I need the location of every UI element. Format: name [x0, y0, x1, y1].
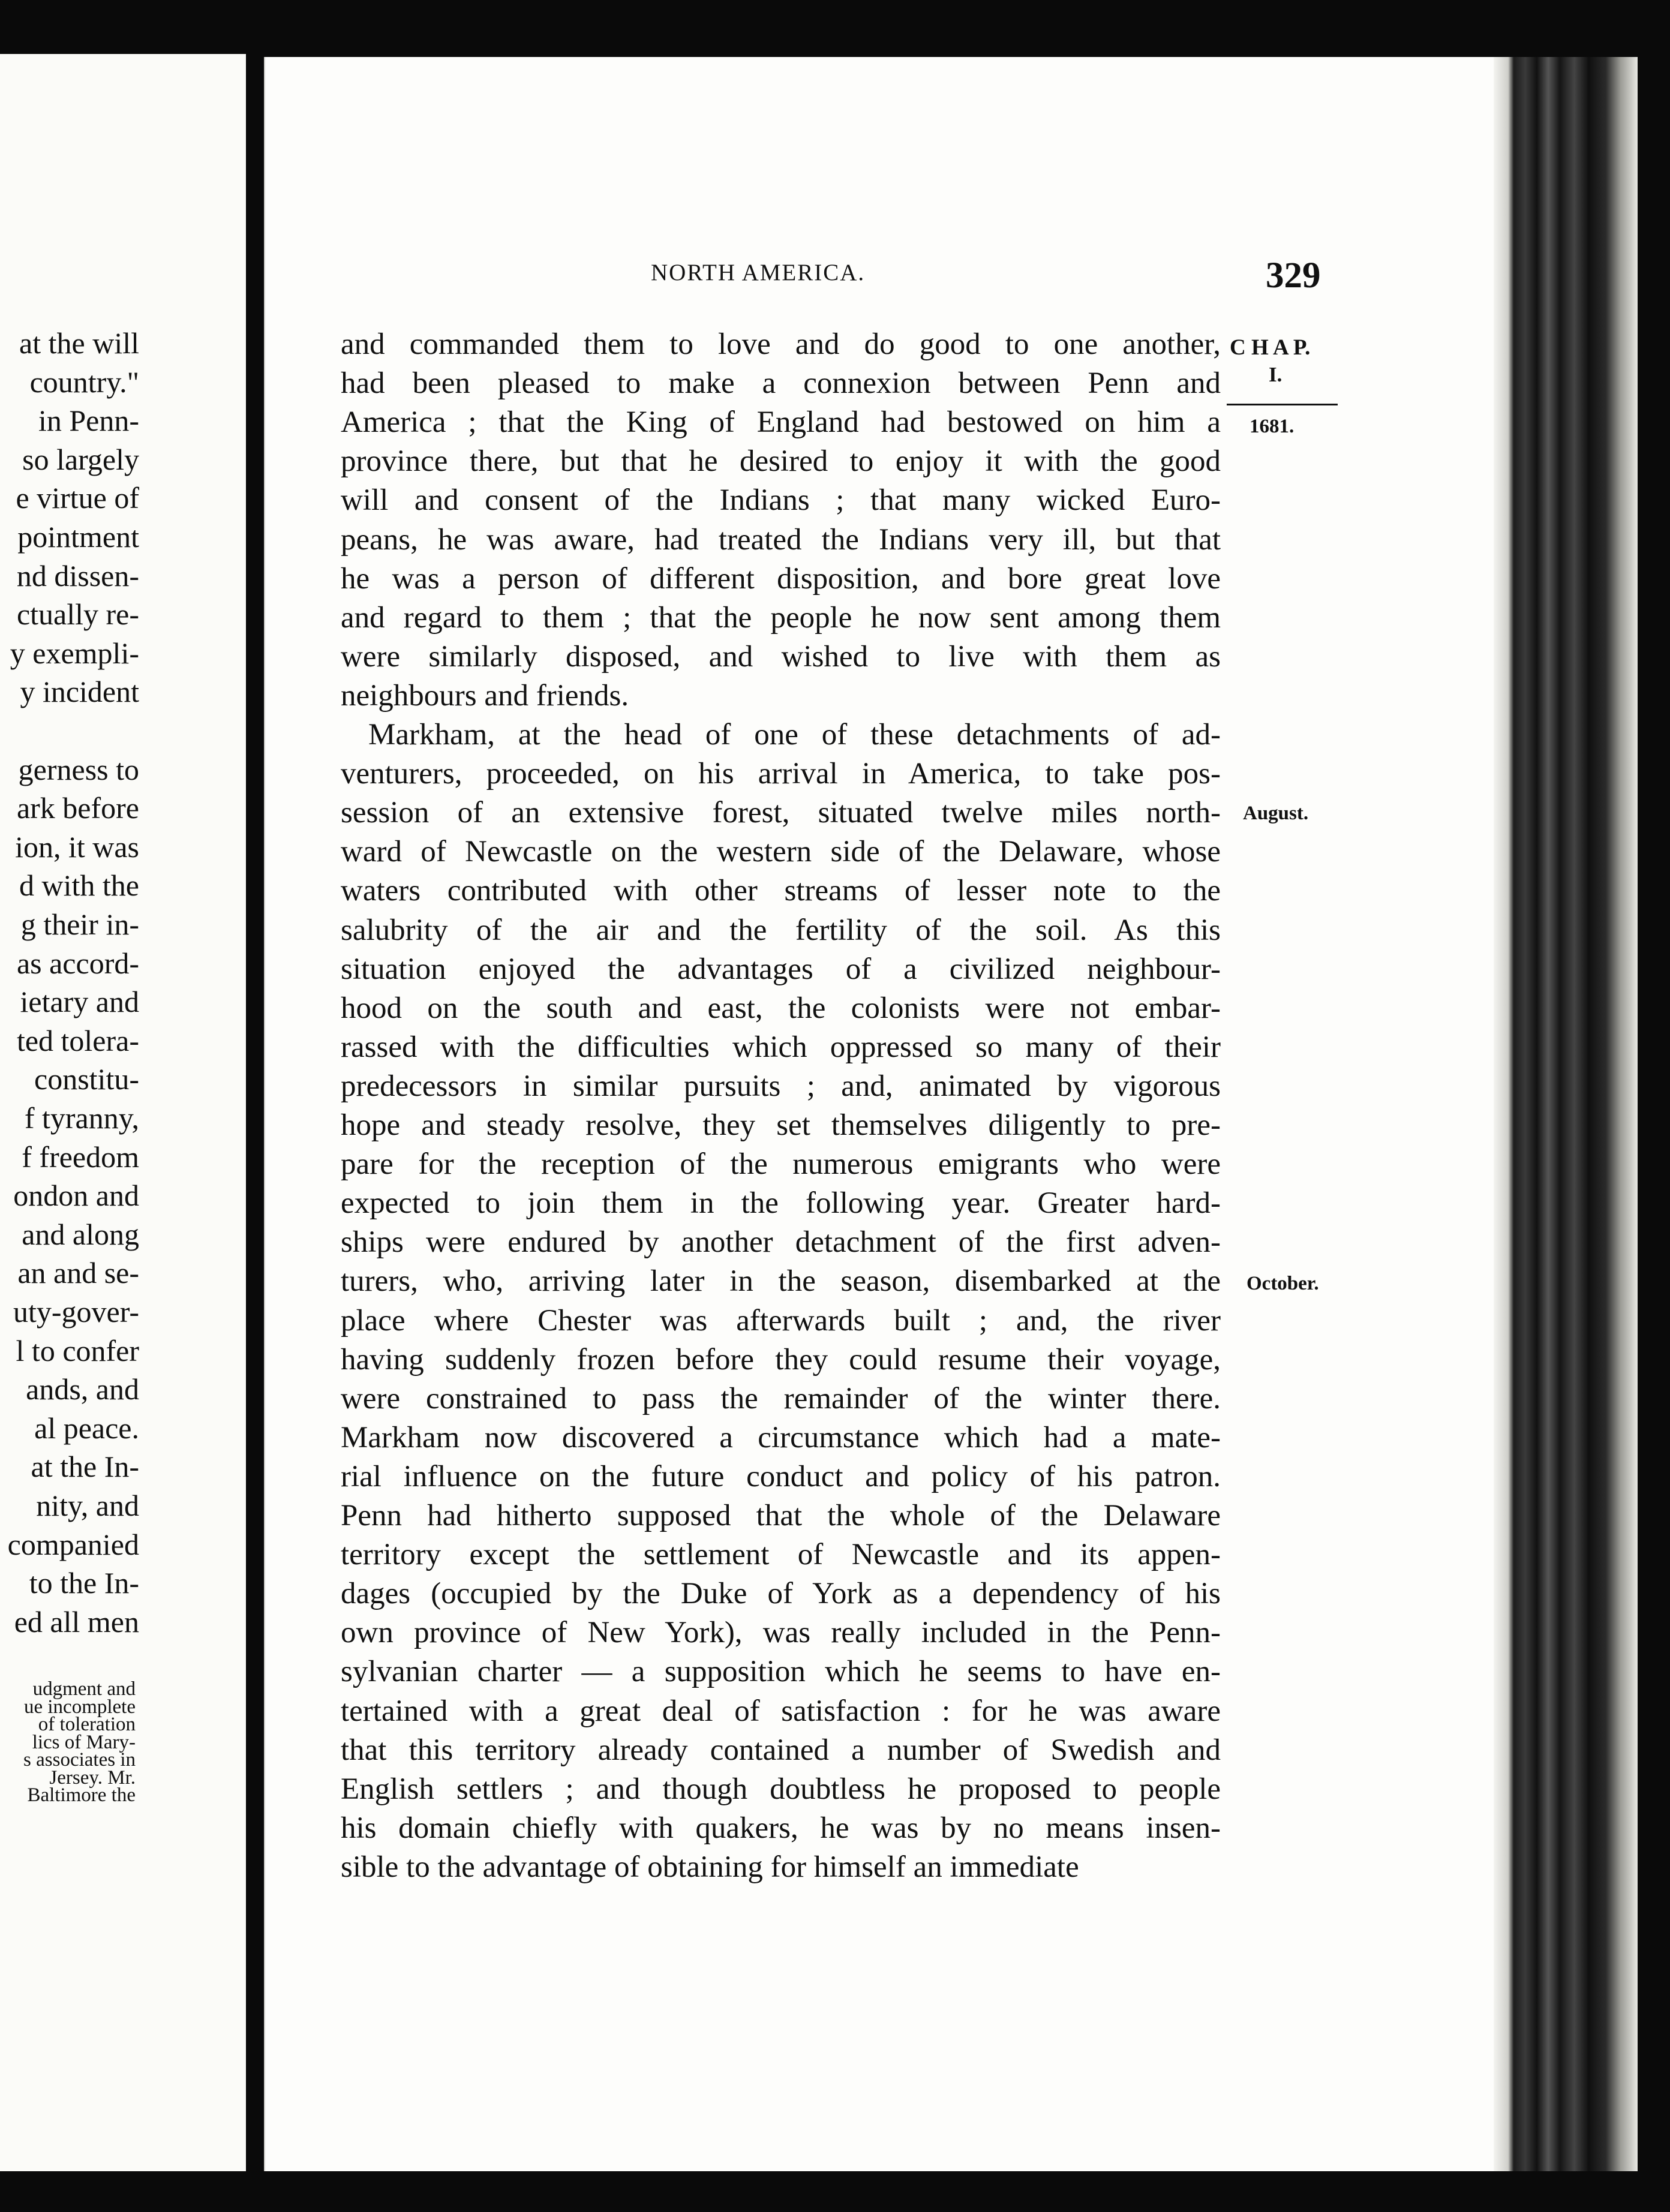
body-line: situation enjoyed the advantages of a civilized neighbour- [341, 952, 1221, 986]
left-footnote-line: s associates in [23, 1749, 136, 1771]
body-line: ships were endured by another detachment of the first adven- [341, 1225, 1221, 1260]
left-page-line: at the In- [31, 1450, 139, 1484]
body-line: neighbours and friends. [341, 678, 629, 713]
page-number: 329 [1266, 256, 1321, 296]
body-line: hope and steady resolve, they set themselves diligently to pre- [341, 1108, 1221, 1142]
body-line: own province of New York), was really included in the Penn- [341, 1616, 1221, 1650]
body-line: will and consent of the Indians ; that many wicked Euro- [341, 483, 1221, 518]
body-line: he was a person of different disposition, and bore great love [341, 561, 1221, 596]
left-page-line: as accord- [16, 946, 139, 980]
margin-year: 1681. [1250, 416, 1294, 437]
left-page-line: ion, it was [15, 830, 139, 864]
left-page-line: f freedom [22, 1140, 139, 1174]
left-page-line: so largely [22, 442, 139, 476]
body-line: hood on the south and east, the colonists were not embar- [341, 991, 1221, 1025]
left-page-line: an and se- [17, 1256, 139, 1290]
body-line: having suddenly frozen before they could resume their voyage, [341, 1342, 1221, 1377]
body-line: were constrained to pass the remainder of the winter there. [341, 1381, 1221, 1415]
margin-chap-number: I. [1269, 363, 1282, 386]
left-page-line: l to confer [16, 1333, 139, 1368]
page-edge [1494, 57, 1638, 2171]
body-line: province there, but that he desired to enjoy it with the good [341, 444, 1221, 479]
body-line: his domain chiefly with quakers, he was by no means insen- [341, 1811, 1221, 1845]
body-line: tertained with a great deal of satisfaction : for he was aware [341, 1694, 1221, 1728]
left-page-line: ietary and [20, 985, 139, 1019]
left-page-line: ark before [16, 791, 139, 825]
body-line: Markham, at the head of one of these detachments of ad- [368, 718, 1221, 752]
body-line: English settlers ; and though doubtless he proposed to people [341, 1772, 1221, 1806]
chap-rule [1227, 404, 1338, 405]
left-page-line: and along [22, 1217, 139, 1251]
left-footnote-line: ue incomplete [23, 1696, 136, 1718]
body-line: had been pleased to make a connexion between Penn and [341, 366, 1221, 401]
left-page-line: ed all men [14, 1604, 139, 1639]
body-line: territory except the settlement of Newcastle and its appen- [341, 1538, 1221, 1572]
body-line: America ; that the King of England had bestowed on him a [341, 405, 1221, 440]
left-page-line: uty-gover- [13, 1295, 139, 1329]
left-page-line: d with the [19, 868, 139, 903]
margin-chap-label: C H A P. [1230, 335, 1311, 360]
body-line: place where Chester was afterwards built ; and, the river [341, 1303, 1221, 1338]
body-line: rial influence on the future conduct and policy of his patron. [341, 1459, 1221, 1493]
body-line: pare for the reception of the numerous emigrants who were [341, 1147, 1221, 1182]
body-line: predecessors in similar pursuits ; and, animated by vigorous [341, 1069, 1221, 1103]
left-footnote-line: Baltimore the [27, 1784, 136, 1806]
left-page-line: nity, and [36, 1489, 139, 1522]
left-page-line: al peace. [34, 1411, 139, 1445]
margin-note-august: August. [1243, 803, 1309, 824]
left-page-line: pointment [17, 520, 139, 554]
body-line: peans, he was aware, had treated the Indians very ill, but that [341, 522, 1221, 557]
left-page-line: nd dissen- [16, 558, 139, 593]
margin-note-october: October. [1247, 1273, 1319, 1294]
left-page-line: country." [29, 365, 139, 399]
body-line: were similarly disposed, and wished to live with them as [341, 639, 1221, 674]
left-page-line: ted tolera- [16, 1023, 139, 1057]
body-line: sylvanian charter — a supposition which he seems to have en- [341, 1655, 1221, 1689]
body-line: Markham now discovered a circumstance which had a mate- [341, 1420, 1221, 1454]
left-page-line: e virtue of [16, 481, 139, 515]
body-line: ward of Newcastle on the western side of the Delaware, whose [341, 835, 1221, 869]
body-line: sible to the advantage of obtaining for himself an immediate [341, 1850, 1079, 1884]
left-page-line: in Penn- [38, 404, 139, 438]
left-page-line: y incident [20, 675, 139, 709]
body-line: waters contributed with other streams of lesser note to the [341, 874, 1221, 908]
left-page-line: at the will [19, 326, 139, 360]
left-footnote-line: lics of Mary- [32, 1731, 136, 1753]
left-page-line: companied [7, 1527, 139, 1561]
body-line: venturers, proceeded, on his arrival in America, to take pos- [341, 757, 1221, 791]
left-page-line: constitu- [34, 1062, 139, 1096]
body-line: expected to join them in the following year. Greater hard- [341, 1186, 1221, 1221]
body-line: and commanded them to love and do good to one another, [341, 327, 1221, 361]
left-footnote-line: udgment and [32, 1678, 136, 1700]
body-line: salubrity of the air and the fertility of the soil. As this [341, 913, 1221, 947]
left-page-line: gerness to [18, 752, 139, 786]
body-line: Penn had hitherto supposed that the whole of the Delaware [341, 1499, 1221, 1532]
left-page-line: y exempli- [10, 636, 139, 670]
running-head: NORTH AMERICA. [651, 260, 866, 285]
left-footnote-line: of toleration [38, 1714, 136, 1735]
body-line: turers, who, arriving later in the season, disembarked at the [341, 1264, 1221, 1299]
left-page-line: ands, and [26, 1372, 139, 1406]
left-page-line: f tyranny, [24, 1101, 139, 1135]
left-page-line: to the In- [29, 1566, 139, 1600]
left-footnote-line: Jersey. Mr. [49, 1766, 136, 1789]
left-page-line: ondon and [13, 1179, 139, 1213]
left-page-line: ctually re- [16, 597, 139, 632]
body-line: rassed with the difficulties which oppressed so many of their [341, 1030, 1221, 1064]
body-line: that this territory already contained a number of Swedish and [341, 1733, 1221, 1767]
body-line: dages (occupied by the Duke of York as a dependency of his [341, 1577, 1221, 1611]
body-line: session of an extensive forest, situated twelve miles north- [341, 796, 1221, 830]
left-page-line: g their in- [20, 907, 139, 941]
body-line: and regard to them ; that the people he now sent among them [341, 600, 1221, 635]
